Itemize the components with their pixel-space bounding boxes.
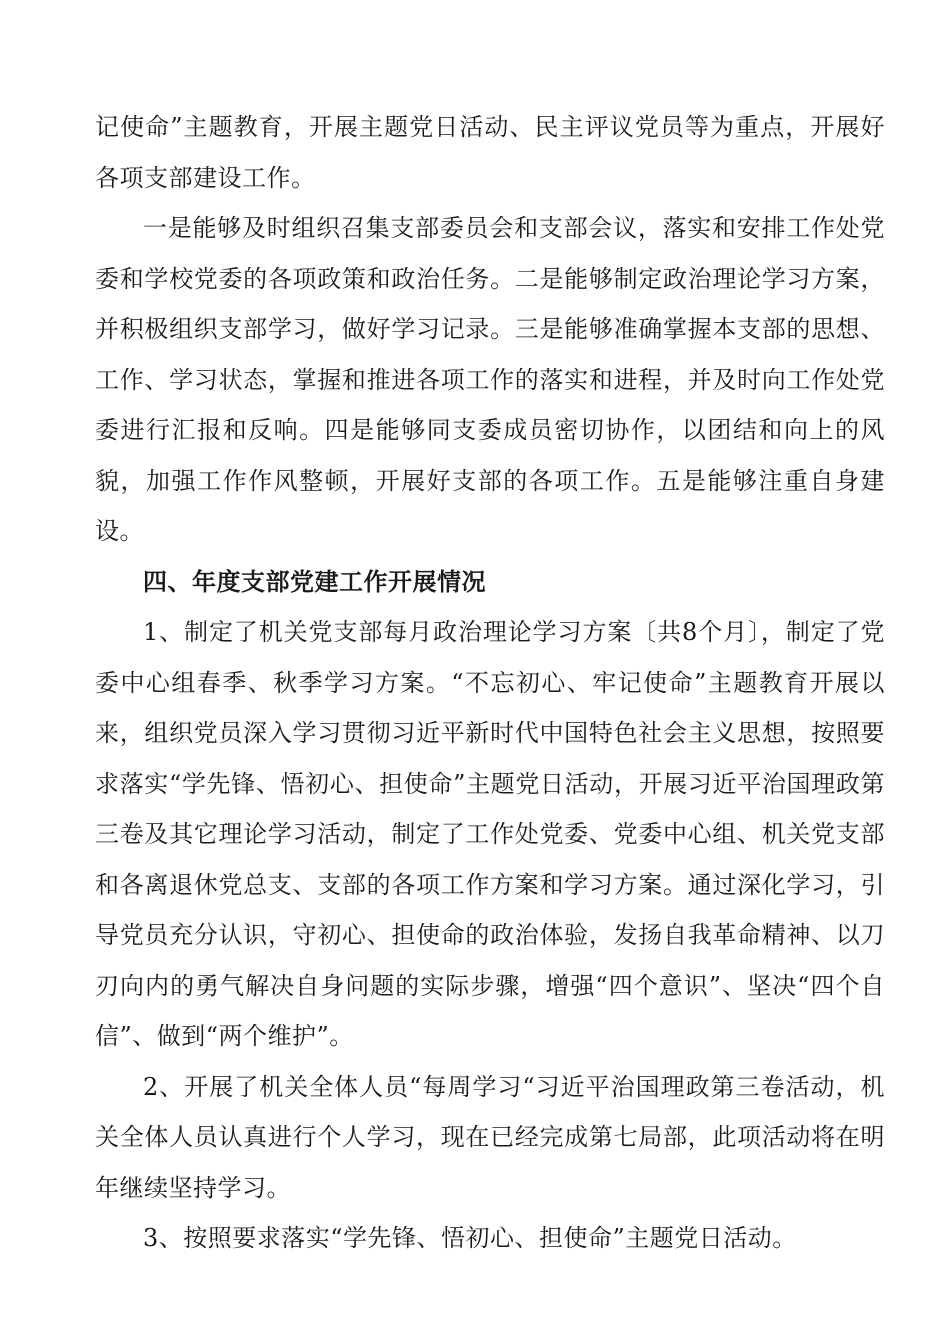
document-page [95, 102, 885, 1264]
item-3-paragraph: 3、按照要求落实“学先锋、悟初心、担使命”主题党日活动。 [143, 1224, 797, 1252]
section-heading: 四、年度支部党建工作开展情况 [143, 567, 486, 596]
continuation-paragraph: 记使命”主题教育，开展主题党日活动、民主评议党员等为重点，开展好各项支部建设工作。 [95, 113, 885, 192]
item-2-paragraph: 2、开展了机关全体人员“每周学习“习近平治国理政第三卷活动，机关全体人员认真进行个人学习，现在已经完成第七局部，此项活动将在明年继续坚持学习。 [95, 1072, 885, 1202]
branch-duties-paragraph: 一是能够及时组织召集支部委员会和支部会议，落实和安排工作处党委和学校党委的各项政策和政治任务。二是能够制定政治理论学习方案，并积极组织支部学习，做好学习记录。三是能够准确掌握本支部的思想、工作、学习状态，掌握和推进各项工作的落实和进程，并及时向工作处党委进行汇报和反响。四是能够同支委成员密切协作，以团结和向上的风貌，加强工作作风整顿，开展好支部的各项工作。五是能够注重自身建设。 [95, 214, 885, 545]
item-1-paragraph: 1、制定了机关党支部每月政治理论学习方案〔共8个月〕，制定了党委中心组春季、秋季学习方案。“不忘初心、牢记使命”主题教育开展以来，组织党员深入学习贯彻习近平新时代中国特色社会主义思想，按照要求落实“学先锋、悟初心、担使命”主题党日活动，开展习近平治国理政第三卷及其它理论学习活动，制定了工作处党委、党委中心组、机关党支部和各离退休党总支、支部的各项工作方案和学习方案。通过深化学习，引导党员充分认识，守初心、担使命的政治体验，发扬自我革命精神、以刀刃向内的勇气解决自身问题的实际步骤，增强“四个意识”、坚决“四个自信”、做到“两个维护”。 [95, 618, 885, 1050]
